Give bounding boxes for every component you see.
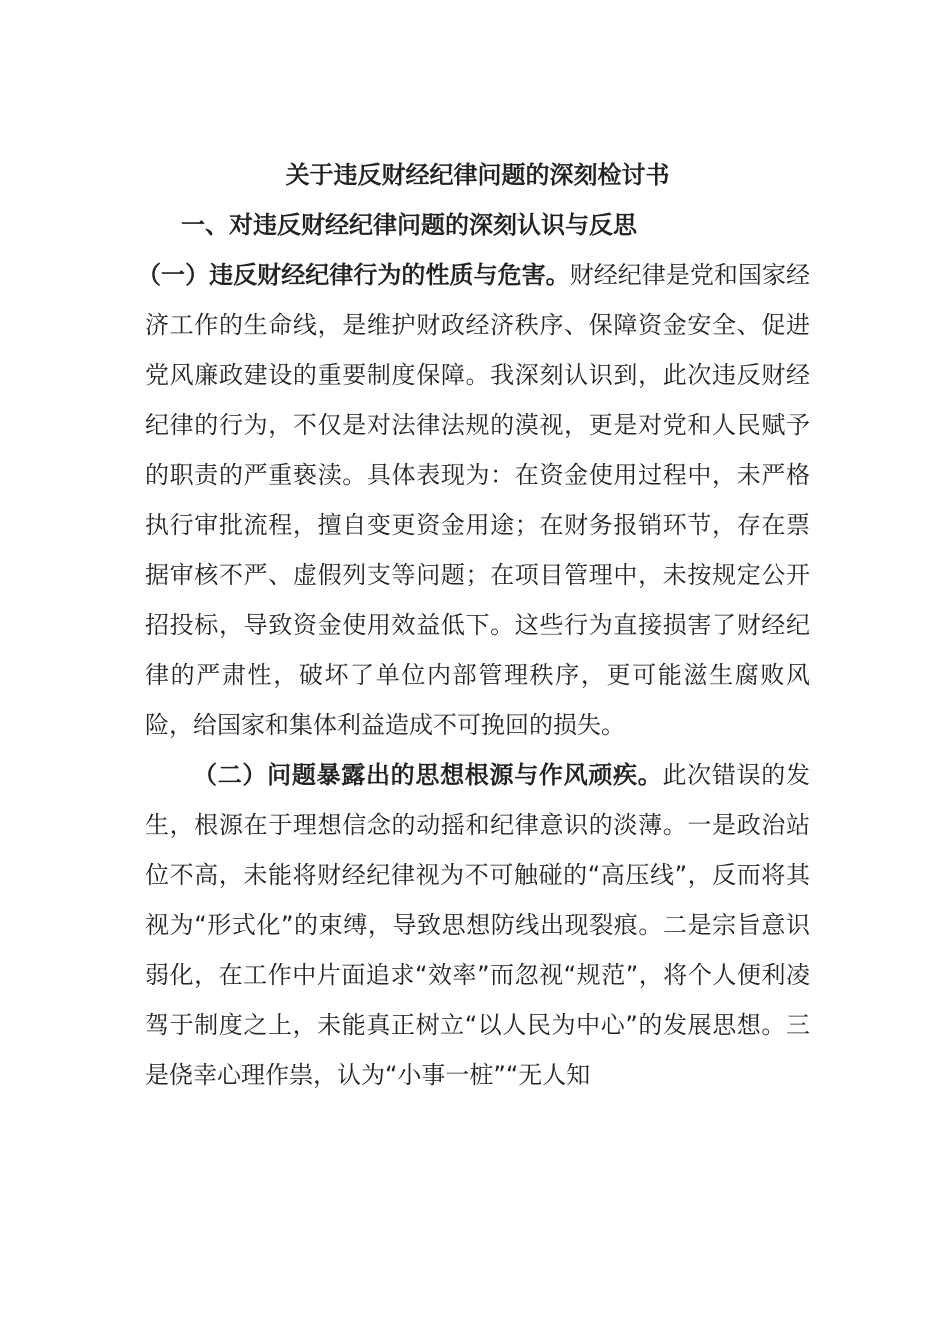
- paragraph-1: [137, 250, 811, 750]
- paragraph-2: [145, 750, 810, 1100]
- document-title: 关于违反财经纪律问题的深刻检讨书: [285, 161, 670, 189]
- document-body: [137, 150, 811, 1100]
- paragraph-1-body: 财经纪律是党和国家经济工作的生命线，是维护财政经济秩序、保障资金安全、促进党风廉政建设的重要制度保障。我深刻认识到，此次违反财经纪律的行为，不仅是对法律法规的漠视，更是对党和人民赋予的职责的严重亵渎。具体表现为：在资金使用过程中，未严格执行审批流程，擅自变更资金用途；在财务报销环节，存在票据审核不严、虚假列支等问题；在项目管理中，未按规定公开招投标，导致资金使用效益低下。这些行为直接损害了财经纪律的严肃性，破坏了单位内部管理秩序，更可能滋生腐败风险，给国家和集体利益造成不可挽回的损失。: [145, 261, 811, 739]
- section-heading: 一、对违反财经纪律问题的深刻认识与反思: [181, 211, 637, 239]
- paragraph-2-lead: （二）问题暴露出的思想根源与作风顽疾。: [193, 761, 663, 789]
- paragraph-2-body: 此次错误的发生，根源在于理想信念的动摇和纪律意识的淡薄。一是政治站位不高，未能将财经纪律视为不可触碰的“高压线”，反而将其视为“形式化”的束缚，导致思想防线出现裂痕。二是宗旨意识弱化，在工作中片面追求“效率”而忽视“规范”，将个人便利凌驾于制度之上，未能真正树立“以人民为中心”的发展思想。三是侥幸心理作祟，认为“小事一桩”“无人知: [145, 761, 811, 1089]
- paragraph-1-lead: （一）违反财经纪律行为的性质与危害。: [137, 261, 570, 289]
